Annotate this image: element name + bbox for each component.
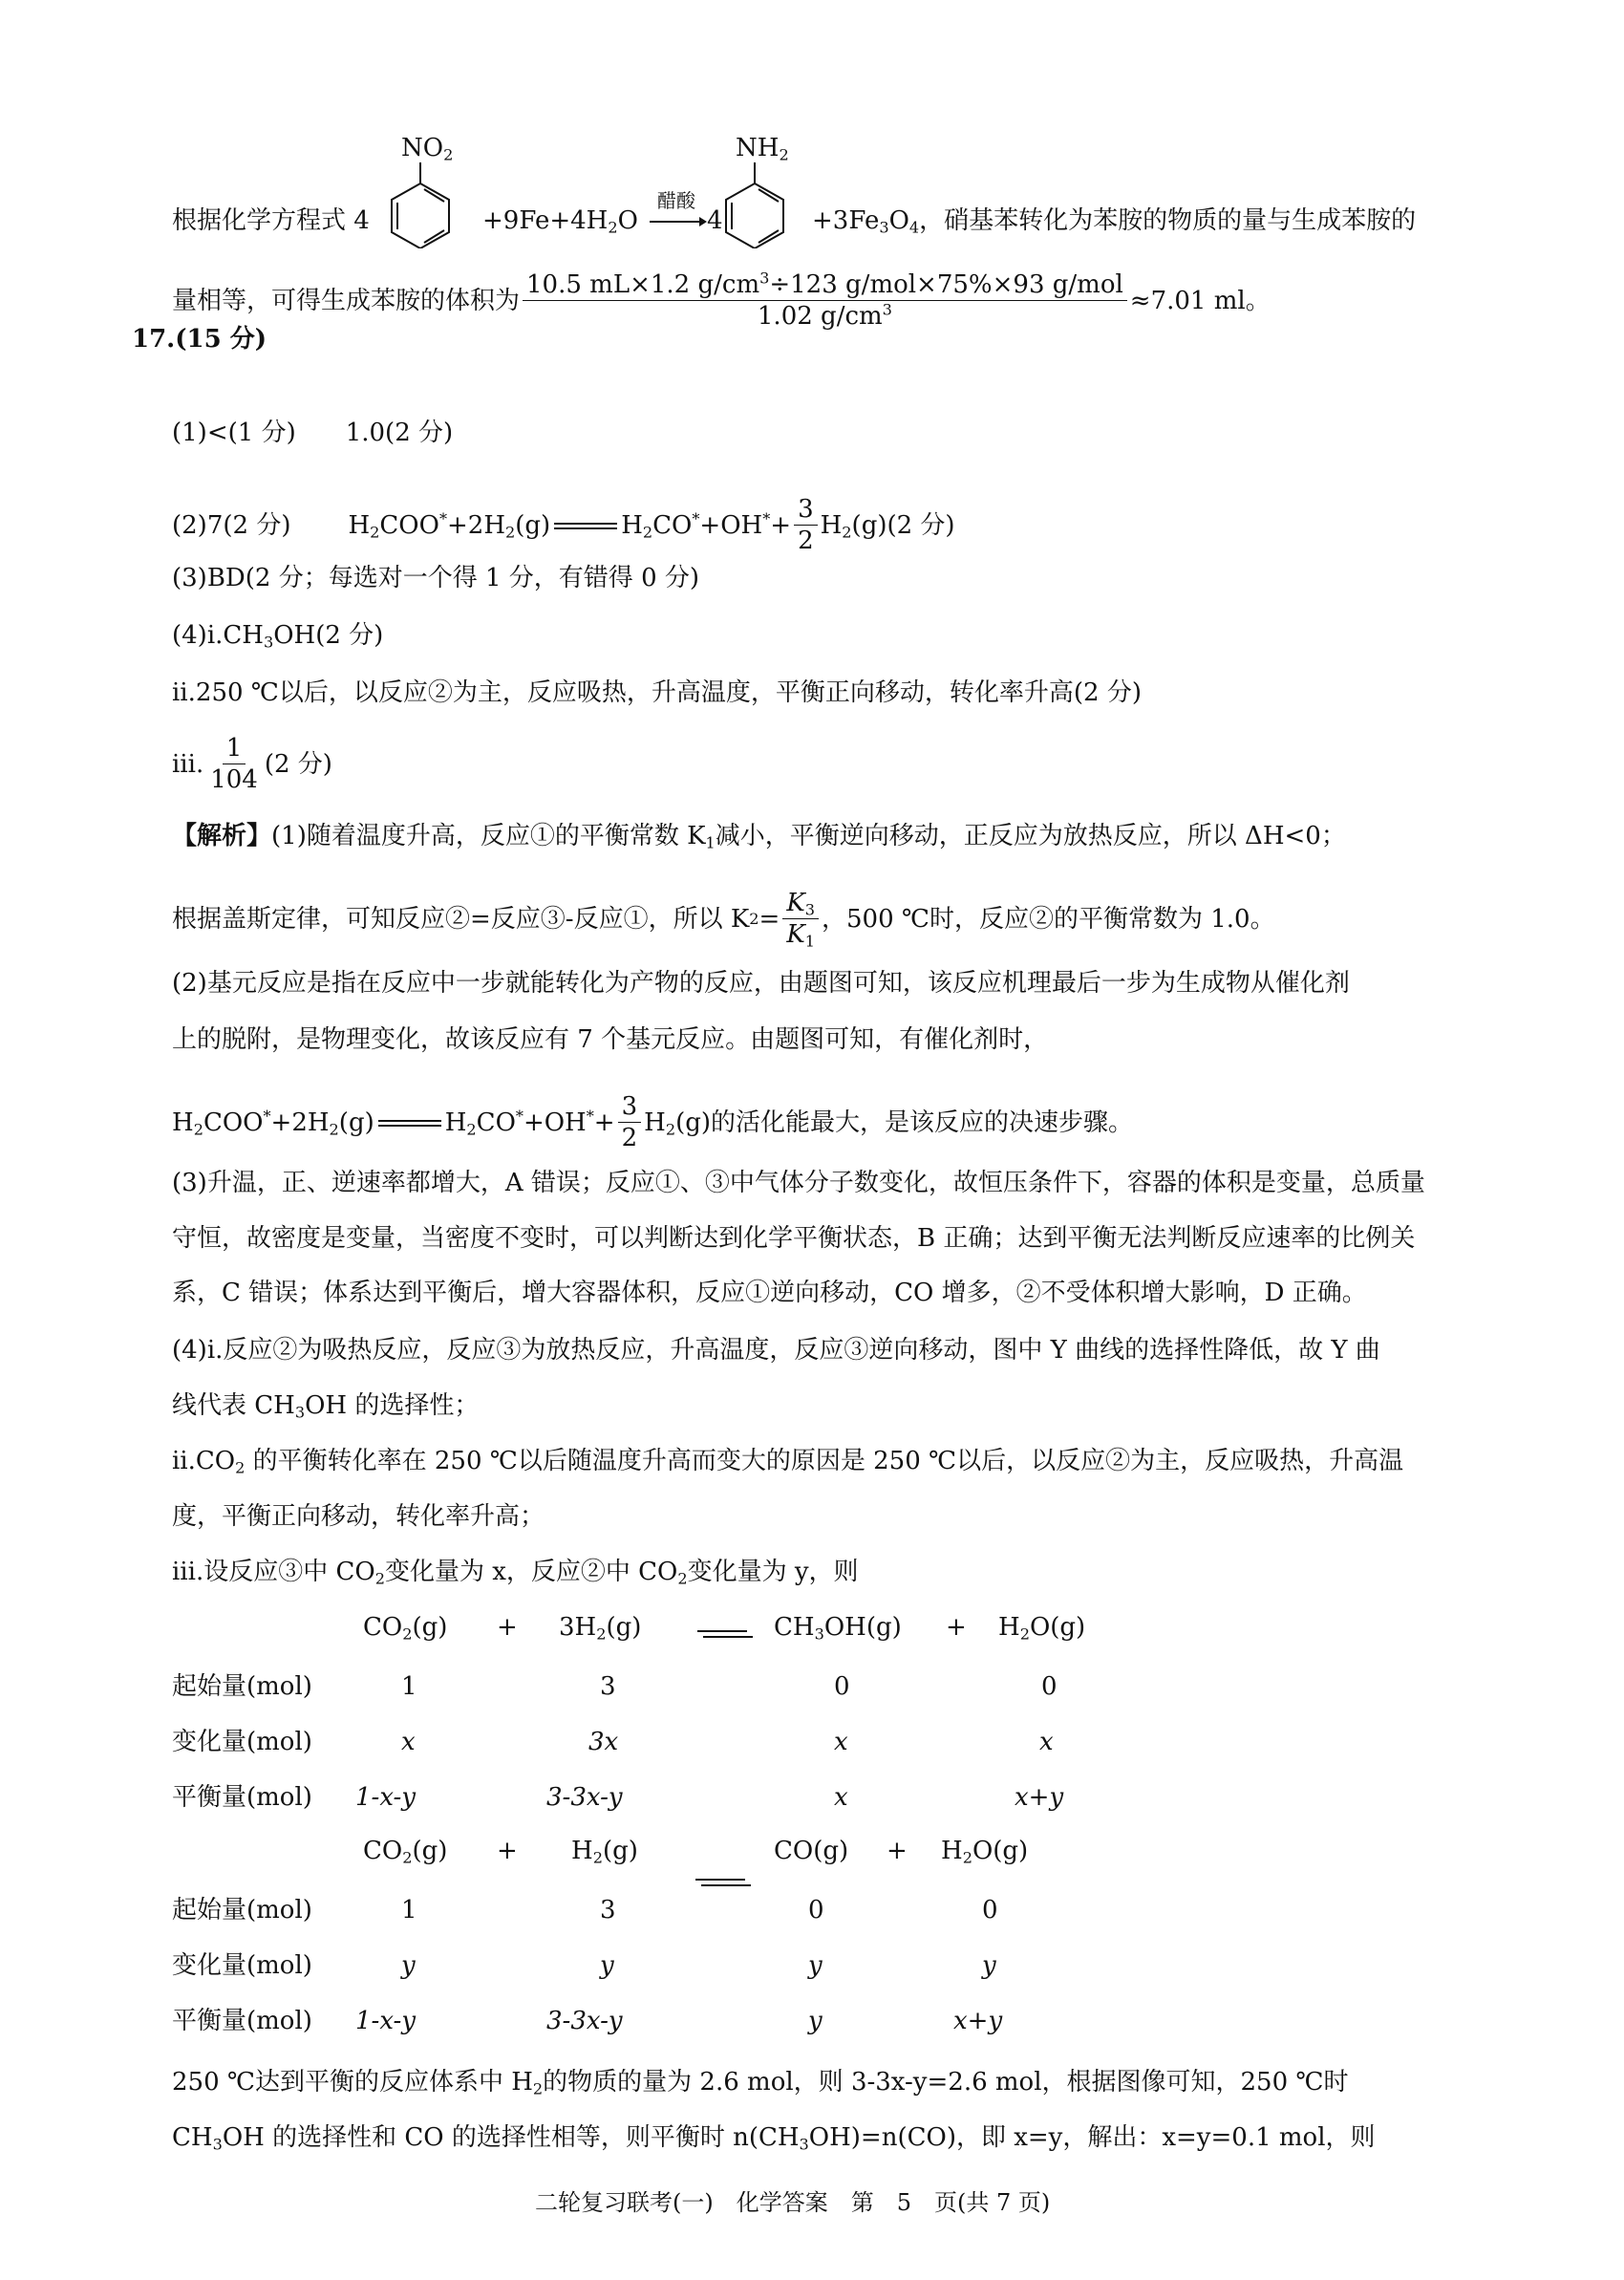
page-footer: 二轮复习联考(一) 化学答案 第 5 页(共 7 页) — [535, 2189, 1051, 2216]
analysis-p4: 上的脱附，是物理变化，故该反应有 7 个基元反应。由题图可知，有催化剂时， — [172, 1025, 1049, 1054]
cell: 0 — [834, 1672, 850, 1701]
nitrobenzene-ring-icon — [368, 162, 473, 248]
cell: 1 — [401, 1896, 417, 1925]
cell: 1-x-y — [355, 2007, 417, 2035]
reaction-arrow-icon — [650, 214, 707, 229]
cell: y — [808, 1951, 823, 1980]
analysis-p13: ⅲ.设反应③中 $CO_2$变化量为 x，反应②中 $CO_2$变化量为 y，则 — [172, 1558, 859, 1588]
cell: y — [808, 2007, 823, 2035]
answer-4-iii: ⅲ. $\frac{1}{104}$ (2 分) — [172, 734, 332, 794]
answer-2: (2)7(2 分) $H_2COO^*+2H_2(g)$ $H_2CO^*+OH^*+$ $\frac{3}{2}$ $H_2(g)(2$ 分) — [172, 495, 955, 555]
table2-h2: $H_2(g)$ — [571, 1837, 638, 1867]
row-label: 平衡量(mol) — [172, 2007, 312, 2035]
cell: 3x — [588, 1728, 619, 1756]
row-label: 平衡量(mol) — [172, 1783, 312, 1812]
equilibrium-arrow-icon — [697, 1627, 753, 1641]
analysis-p5: $H_2COO^*+2H_2(g)$ $H_2CO^*+OH^*+$ $\frac{3}{2}$ $H_2(g)$的活化能最大，是该反应的决速步骤。 — [172, 1092, 1134, 1152]
analysis-p2: 根据盖斯定律，可知反应②=反应③-反应①，所以 K 2 = $\frac{K_3}{K_1}$ ，500 ℃时，反应②的平衡常数为 1.0。 — [172, 889, 1275, 951]
equals-sign-icon — [378, 1118, 441, 1128]
analysis-p12: 度，平衡正向移动，转化率升高； — [172, 1502, 545, 1531]
table2-plus2: + — [887, 1837, 908, 1865]
cell: x — [834, 1728, 848, 1756]
bottom-line-2: $CH_3OH$ 的选择性和 CO 的选择性相等，则平衡时 $n(CH_3OH)=n(CO)$，即 x=y，解出：x=y=0.1 mol，则 — [172, 2123, 1376, 2154]
table1-h2o: $H_2O(g)$ — [998, 1613, 1086, 1644]
analysis-p9: (4)ⅰ.反应②为吸热反应，反应③为放热反应，升高温度，反应③逆向移动，图中 Y 曲线的选择性降低，故 Y 曲 — [172, 1336, 1380, 1365]
equation-line-middle: $+9Fe+4H_2O$ — [482, 206, 638, 237]
question-17-heading: 17.(15 分) — [132, 325, 267, 354]
cell: 1 — [401, 1672, 417, 1701]
amino-group-label: $NH_2$ — [736, 134, 789, 164]
row-label: 起始量(mol) — [172, 1672, 312, 1701]
cell: 3-3x-y — [546, 1783, 623, 1812]
equation-line-suffix: $+3Fe_3O_4$，硝基苯转化为苯胺的物质的量与生成苯胺的 — [812, 206, 1417, 237]
cell: y — [982, 1951, 996, 1980]
volume-line: 量相等，可得生成苯胺的体积为 $\frac{10.5 mL\times 1.2 g/cm^3\div 123 g/mol\times 75\%\times 93 g/mol}{1.02 g/cm^3}$ ≈7.01 ml。 — [172, 269, 1271, 331]
equation-coef-4: 4 — [707, 206, 723, 235]
analysis-p10: 线代表 $CH_3OH$ 的选择性； — [172, 1391, 480, 1422]
analysis-p11: $ⅱ.CO_2$ 的平衡转化率在 250 ℃以后随温度升高而变大的原因是 250 ℃以后，以反应②为主，反应吸热，升高温 — [172, 1447, 1404, 1477]
answer-1: (1)<(1 分) 1.0(2 分) — [172, 419, 454, 447]
cell: 3 — [600, 1672, 616, 1701]
analysis-p3: (2)基元反应是指在反应中一步就能转化为产物的反应，由题图可知，该反应机理最后一步为生成物从催化剂 — [172, 969, 1350, 998]
equilibrium-arrow-icon — [695, 1876, 751, 1889]
cell: 1-x-y — [355, 1783, 417, 1812]
cell: y — [401, 1951, 416, 1980]
cell: x — [401, 1728, 416, 1756]
table2-co: CO(g) — [774, 1837, 849, 1865]
analysis-p6: (3)升温，正、逆速率都增大，A 错误；反应①、③中气体分子数变化，故恒压条件下，容器的体积是变量，总质量 — [172, 1169, 1425, 1197]
cell: 0 — [1041, 1672, 1058, 1701]
cell: x+y — [1015, 1783, 1064, 1812]
analysis-p8: 系，C 错误；体系达到平衡后，增大容器体积，反应①逆向移动，CO 增多，②不受体积增大影响，D 正确。 — [172, 1279, 1367, 1307]
table1-ch3oh: $CH_3OH(g)$ — [774, 1613, 902, 1644]
table2-co2: $CO_2(g)$ — [363, 1837, 448, 1867]
row-label: 变化量(mol) — [172, 1728, 312, 1756]
cell: x+y — [953, 2007, 1003, 2035]
table1-header: $CO_2(g)$ — [363, 1613, 448, 1644]
analysis-p1: 【解析】(1)随着温度升高，反应①的平衡常数 $K_1$减小，平衡逆向移动，正反应为放热反应，所以 ΔH<0； — [172, 822, 1346, 852]
table2-plus1: + — [497, 1837, 518, 1865]
answer-4-i: $(4)ⅰ.CH_3OH(2$ 分) — [172, 621, 384, 652]
answer-4-ii: ⅱ.250 ℃以后，以反应②为主，反应吸热，升高温度，平衡正向移动，转化率升高(2 分) — [172, 678, 1142, 707]
equals-sign-icon — [554, 521, 617, 530]
catalyst-label: 醋酸 — [657, 189, 695, 212]
cell: 3 — [600, 1896, 616, 1925]
equation-line-prefix: 根据化学方程式 4 — [172, 206, 370, 235]
nitro-group-label: $NO_2$ — [401, 134, 454, 164]
analysis-p7: 守恒，故密度是变量，当密度不变时，可以判断达到化学平衡状态，B 正确；达到平衡无法判断反应速率的比例关 — [172, 1224, 1416, 1253]
cell: x — [1039, 1728, 1054, 1756]
table1-plus2: + — [946, 1613, 967, 1642]
table2-h2o: $H_2O(g)$ — [941, 1837, 1029, 1867]
cell: 0 — [808, 1896, 824, 1925]
row-label: 起始量(mol) — [172, 1896, 312, 1925]
table1-h2: $3H_2(g)$ — [559, 1613, 642, 1644]
table1-plus1: + — [497, 1613, 518, 1642]
row-label: 变化量(mol) — [172, 1951, 312, 1980]
cell: 0 — [982, 1896, 998, 1925]
aniline-ring-icon — [702, 162, 807, 248]
bottom-line-1: 250 ℃达到平衡的反应体系中 $H_2$的物质的量为 2.6 mol，则 3-3x-y=2.6 mol，根据图像可知，250 ℃时 — [172, 2068, 1349, 2098]
cell: y — [600, 1951, 614, 1980]
cell: 3-3x-y — [546, 2007, 623, 2035]
answer-3: (3)BD(2 分；每选对一个得 1 分，有错得 0 分) — [172, 564, 700, 592]
cell: x — [834, 1783, 848, 1812]
